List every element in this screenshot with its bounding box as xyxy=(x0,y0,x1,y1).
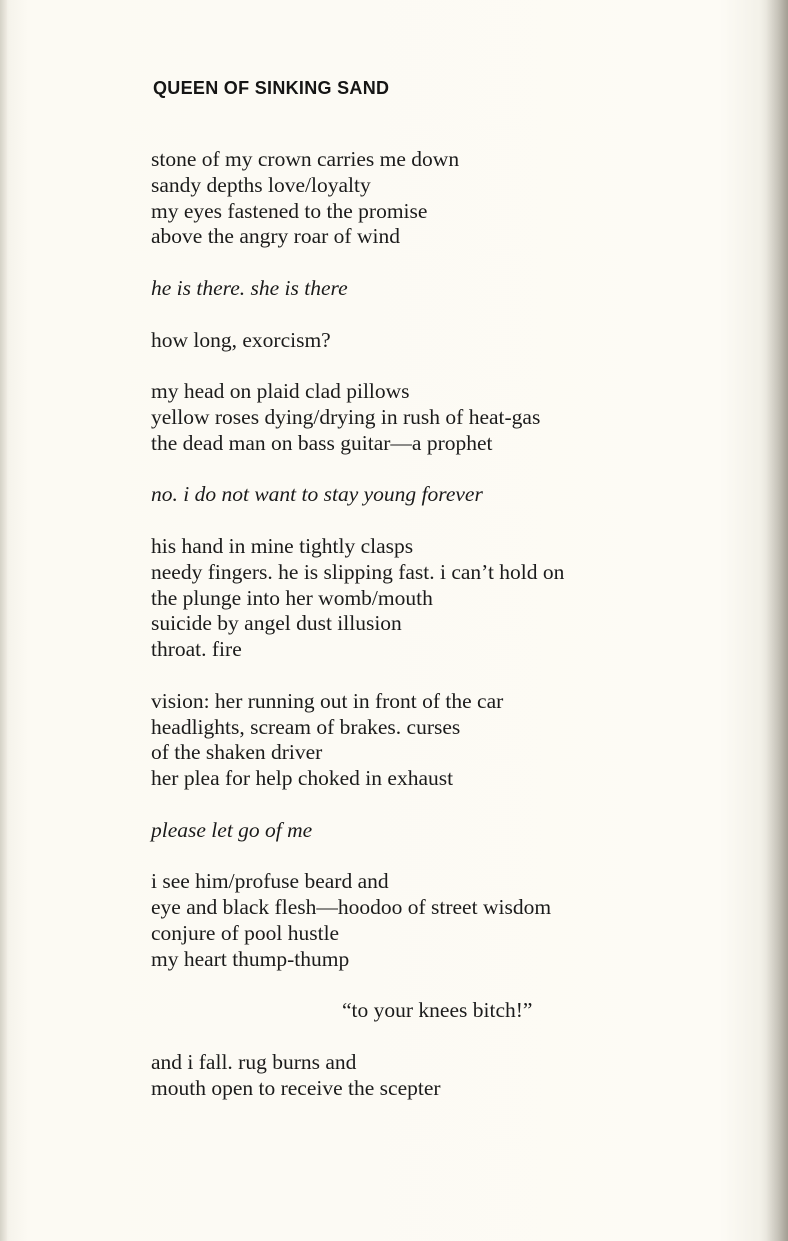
stanza-3 xyxy=(151,328,564,354)
poem-line: vision: her running out in front of the car xyxy=(151,688,504,713)
poem-title: QUEEN OF SINKING SAND xyxy=(153,78,390,98)
poem-line: eye and black flesh—hoodoo of street wisdom xyxy=(151,895,552,920)
stanza-5 xyxy=(151,482,564,508)
poem-line: of the shaken driver xyxy=(151,740,323,765)
poem-body xyxy=(151,147,564,1101)
stanza-4 xyxy=(151,379,564,456)
poem-line: throat. fire xyxy=(151,637,242,662)
stanza-10 xyxy=(151,998,564,1024)
poem-line: the dead man on bass guitar—a prophet xyxy=(151,430,493,455)
poem-line: conjure of pool hustle xyxy=(151,920,340,945)
stanza-7 xyxy=(151,689,564,792)
poem-line: my eyes fastened to the promise xyxy=(151,198,428,223)
poem-line: suicide by angel dust illusion xyxy=(151,611,402,636)
stanza-6 xyxy=(151,534,564,663)
poem-line: her plea for help choked in exhaust xyxy=(151,766,454,791)
page-edge-shadow xyxy=(766,0,788,1241)
poem-line-italic: he is there. she is there xyxy=(151,275,348,300)
poem-line: how long, exorcism? xyxy=(151,327,331,352)
poem-line: i see him/profuse beard and xyxy=(151,869,389,894)
stanza-1 xyxy=(151,147,564,250)
stanza-9 xyxy=(151,869,564,972)
poem-line-italic: no. i do not want to stay young forever xyxy=(151,482,483,507)
poem-line: my head on plaid clad pillows xyxy=(151,379,410,404)
page-binding-edge xyxy=(0,0,7,1241)
poem-line: and i fall. rug burns and xyxy=(151,1049,357,1074)
stanza-2 xyxy=(151,276,564,302)
poem-line: headlights, scream of brakes. curses xyxy=(151,714,461,739)
poem-line: needy fingers. he is slipping fast. i can’t hold on xyxy=(151,559,565,584)
poem-line: sandy depths love/loyalty xyxy=(151,172,371,197)
stanza-8 xyxy=(151,818,564,844)
poem-line: above the angry roar of wind xyxy=(151,224,400,249)
poem-line: stone of my crown carries me down xyxy=(151,147,460,171)
poem-line-italic: please let go of me xyxy=(151,817,313,842)
stanza-11 xyxy=(151,1050,564,1102)
poem-line-indented: “to your knees bitch!” xyxy=(342,998,533,1023)
poem-line: my heart thump-thump xyxy=(151,946,350,971)
poem-line: mouth open to receive the scepter xyxy=(151,1075,441,1100)
poem-line: his hand in mine tightly clasps xyxy=(151,533,414,558)
poem-line: yellow roses dying/drying in rush of heat-gas xyxy=(151,404,541,429)
poem-line: the plunge into her womb/mouth xyxy=(151,585,433,610)
